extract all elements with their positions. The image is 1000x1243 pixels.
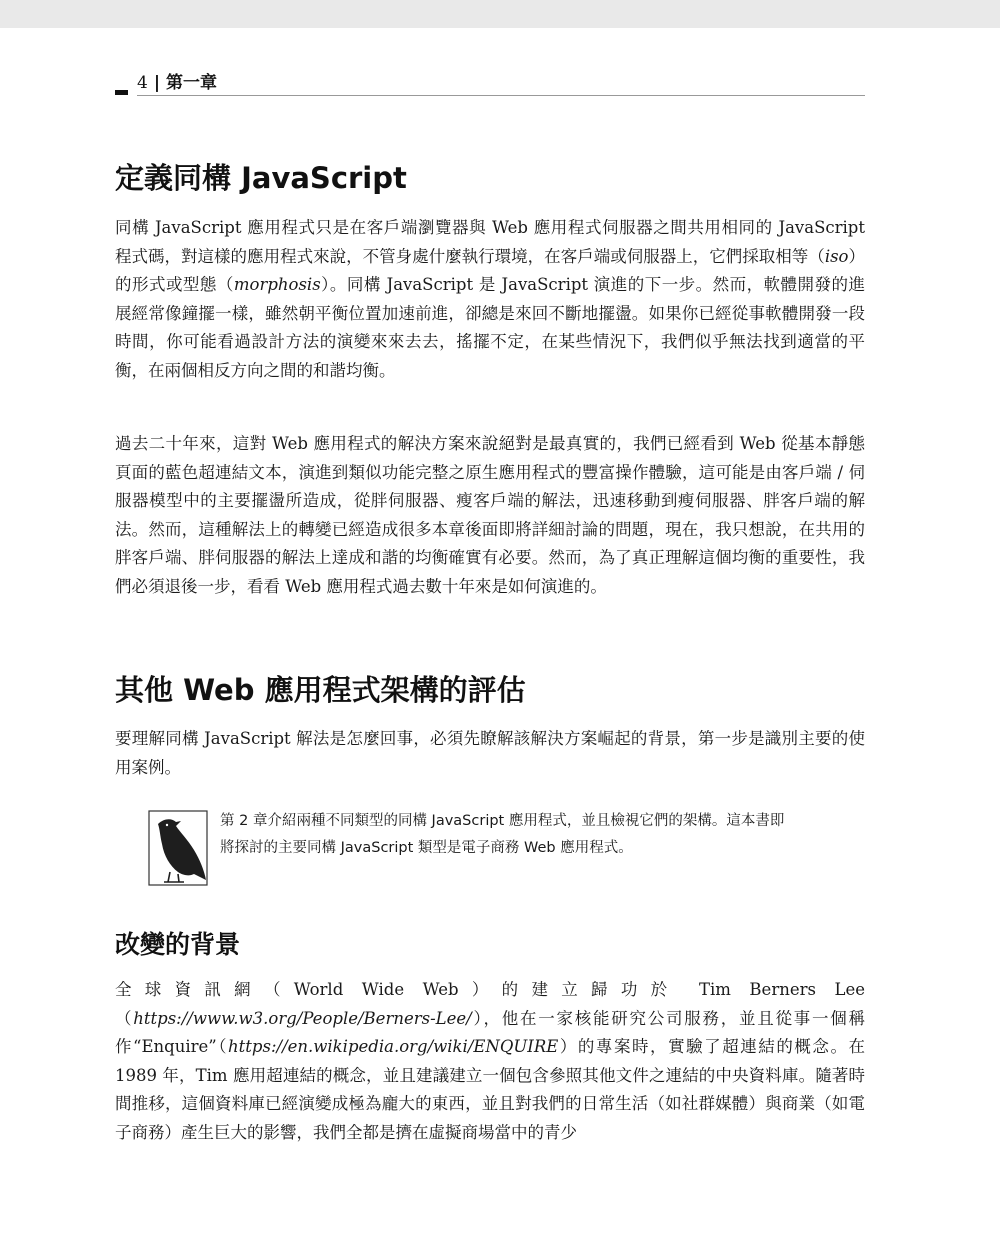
section-heading-changing-landscape: 改變的背景 <box>115 930 241 959</box>
paragraph-define-isomorphic: 同構 JavaScript 應用程式只是在客戶端瀏覽器與 Web 應用程式伺服器之間共用相同的 JavaScript 程式碼，對這樣的應用程式來說，不管身處什麼執行環境，在客戶端或伺服器上，它們採取相等（iso）的形式或型態（morphosis）。同構 JavaScript 是 JavaScript 演進的下一步。然而，軟體開發的進展經常像鐘擺一樣，雖然朝平衡位置加速前進，卻總是來回不斷地擺盪。如果你已經從事軟體開發一段時間，你可能看過設計方法的演變來來去去，搖擺不定，在某些情況下，我們似乎無法找到適當的平衡，在兩個相反方向之間的和諧均衡。 <box>115 218 866 380</box>
note-box <box>148 808 798 888</box>
term-morphosis: morphosis <box>233 275 321 294</box>
top-band <box>0 0 1000 28</box>
running-head <box>115 66 865 98</box>
running-head-text <box>137 68 217 93</box>
link-enquire: https://en.wikipedia.org/wiki/ENQUIRE <box>228 1037 559 1056</box>
crow-note-icon <box>148 810 208 886</box>
running-head-marker <box>115 90 128 95</box>
link-berners-lee: https://www.w3.org/People/Berners-Lee/ <box>133 1008 472 1028</box>
term-iso: iso <box>824 246 849 266</box>
paragraph-twenty-years: 過去二十年來，這對 Web 應用程式的解決方案來說絕對是最真實的，我們已經看到 Web 從基本靜態頁面的藍色超連結文本，演進到類似功能完整之原生應用程式的豐富操作體驗，這可能是由客戶端 / 伺服器模型中的主要擺盪所造成，從胖伺服器、瘦客戶端的解法，迅速移動到瘦伺服器、胖客戶端的解法。然而，這種解法上的轉變已經造成很多本章後面即將詳細討論的問題，現在，我只想說，在共用的胖客戶端、胖伺服器的解法上達成和諧的均衡確實有必要。然而，為了真正理解這個均衡的重要性，我們必須退後一步，看看 Web 應用程式過去數十年來是如何演進的。 <box>115 434 865 596</box>
paragraph-use-cases: 要理解同構 JavaScript 解法是怎麼回事，必須先瞭解該解決方案崛起的背景，第一步是識別主要的使用案例。 <box>115 729 865 777</box>
note-text: 第 2 章介紹兩種不同類型的同構 JavaScript 應用程式，並且檢視它們的架構。這本書即將探討的主要同構 JavaScript 類型是電子商務 Web 應用程式。 <box>220 813 785 856</box>
section-heading-evaluating-architectures: 其他 Web 應用程式架構的評估 <box>115 673 526 707</box>
paragraph-world-wide-web: 全球資訊網（World Wide Web）的建立歸功於 Tim Berners Lee（https://www.w3.org/People/Berners-Lee/），他在一家核能研究公司服務，並且從事一個稱作“Enquire”（https://en.wikipedia.org/wiki/ENQUIRE）的專案時，實驗了超連結的概念。在 1989 年，Tim 應用超連結的概念，並且建議建立一個包含參照其他文件之連結的中央資料庫。隨著時間推移，這個資料庫已經演變成極為龐大的東西，並且對我們的日常生活（如社群媒體）與商業（如電子商務）產生巨大的影響，我們全都是擠在虛擬商場當中的青少 <box>115 980 866 1142</box>
section-heading-define-isomorphic: 定義同構 JavaScript <box>115 161 407 195</box>
running-head-separator: | <box>153 73 161 93</box>
chapter-label: 第一章 <box>166 73 218 93</box>
page-number: 4 <box>137 73 148 93</box>
running-head-rule <box>137 95 865 96</box>
